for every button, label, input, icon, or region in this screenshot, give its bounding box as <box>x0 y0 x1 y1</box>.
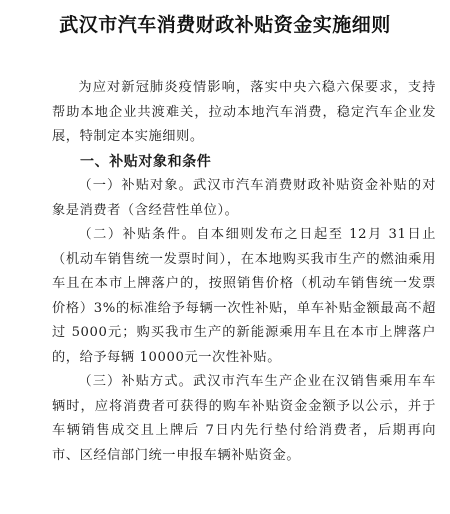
document-title: 武汉市汽车消费财政补贴资金实施细则 <box>59 14 391 36</box>
paragraph-subsidy-method: （三）补贴方式。武汉市汽车生产企业在汉销售乘用车车辆时，应将消费者可获得的购车补贴资金金额予以公示，并于车辆销售成交且上牌后 7日内先行垫付给消费者，后期再向市、区经信部门统一申报车辆补贴资金。 <box>52 374 436 463</box>
paragraph-subsidy-conditions: （二）补贴条件。自本细则发布之日起至 12月 31日止（机动车销售统一发票时间），在本地购买我市生产的燃油乘用车且在本市上牌落户的，按照销售价格（机动车销售统一发票价格）3%的标准给予每辆一次性补贴，单车补贴金额最高不超过 5000元；购买我市生产的新能源乘用车且在本市上牌落户的，给予每辆 10000元一次性补贴。 <box>52 227 436 365</box>
section-heading: 一、补贴对象和条件 <box>80 153 212 170</box>
document-body <box>52 76 436 468</box>
paragraph-subsidy-target: （一）补贴对象。武汉市汽车消费财政补贴资金补贴的对象是消费者（含经营性单位）。 <box>52 178 436 218</box>
intro-paragraph: 为应对新冠肺炎疫情影响，落实中央六稳六保要求，支持帮助本地企业共渡难关，拉动本地汽车消费，稳定汽车企业发展，特制定本实施细则。 <box>52 80 436 144</box>
